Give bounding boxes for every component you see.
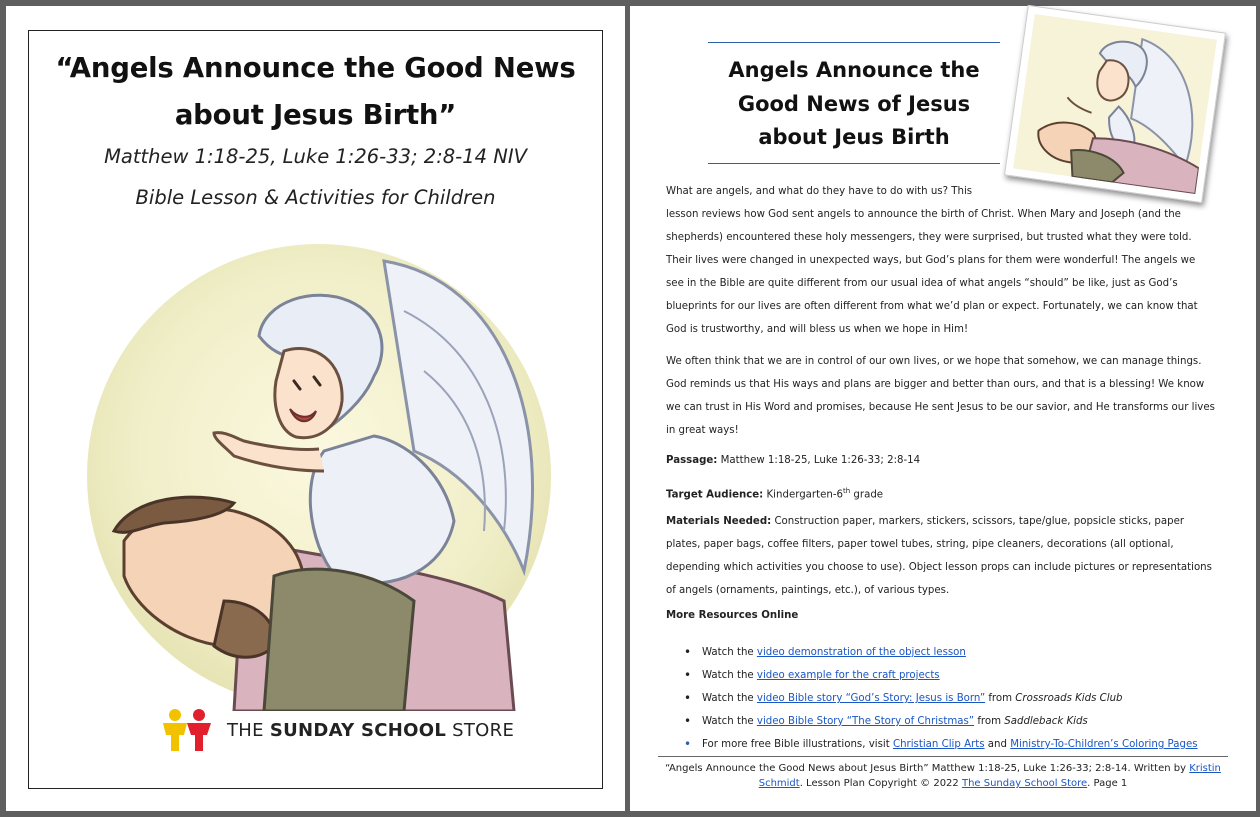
resource-pre: For more free Bible illustrations, visit [702, 739, 893, 750]
passage-label: Passage: [666, 455, 718, 466]
passage-value: Matthew 1:18-25, Luke 1:26-33; 2:8-14 [717, 455, 921, 466]
footer-text1: “Angels Announce the Good News about Jesus Birth” Matthew 1:18-25, Luke 1:26-33; 2:8-14. Written by [665, 763, 1190, 774]
sunday-school-store-logo [157, 707, 514, 753]
cover-page [6, 6, 625, 811]
cover-title-line2: about Jesus Birth” [174, 99, 457, 131]
lesson-title-line2: Good News of Jesus [737, 91, 971, 116]
resource-post: from [974, 716, 1005, 727]
christmas-story-video-link[interactable]: video Bible Story “The Story of Christmas” [756, 716, 975, 727]
logo-text-bold: SUNDAY SCHOOL [269, 719, 447, 741]
paragraph-control: We often think that we are in control of our own lives, or we hope that somehow, we can manage things. God reminds us that His ways and plans are bigger and better than ours, and that is a blessing! We know we can trust in His Word and promises, because He sent Jesus to be our savior, and He transforms our lives in great ways! [666, 356, 1215, 436]
lesson-title-line1: Angels Announce the [728, 58, 980, 82]
audience-tail: grade [850, 489, 884, 501]
footer-rule [658, 756, 1228, 757]
lesson-title [708, 54, 1000, 155]
intro-paragraph [666, 180, 1216, 341]
audience-value: Kindergarten-6 [763, 489, 843, 501]
footer-text2: . Lesson Plan Copyright © 2022 [799, 778, 962, 789]
christian-clip-arts-link[interactable]: Christian Clip Arts [892, 739, 985, 750]
resource-post: from [985, 693, 1016, 704]
logo-text-store: STORE [446, 719, 515, 741]
resources-heading: More Resources Online [666, 610, 799, 621]
intro-rest: lesson reviews how God sent angels to announce the birth of Christ. When Mary and Joseph (and the shepherds) encountered these holy messengers, they were surprised, but trusted what they were told. Their lives were changed in unexpected ways, but God’s plans for them were wonderful! The angels we see in the Bible are quite different from our usual idea of what angels “should” be like, just as God’s blueprints for our lives are often different from what we’d plan or expect. Fortunately, we can know that God is trustworthy, and will bless us when we hope in Him! [666, 209, 1198, 335]
intro-first-line: What are angels, and what do they have to do with us? This [666, 186, 973, 197]
passage-line [666, 449, 1216, 472]
page-footer [658, 761, 1228, 791]
resource-item-christmas-story [702, 710, 1232, 733]
resource-source: Crossroads Kids Club [1015, 693, 1123, 704]
resource-item-gods-story [702, 687, 1232, 710]
resource-pre: Watch the [702, 647, 757, 658]
title-top-rule [708, 42, 1000, 43]
cover-frame [28, 30, 603, 789]
materials-paragraph [666, 510, 1216, 602]
resource-source: Saddleback Kids [1004, 716, 1088, 727]
object-lesson-video-link[interactable]: video demonstration of the object lesson [756, 647, 966, 658]
lesson-title-line3: about Jeus Birth [758, 125, 950, 149]
lesson-page [630, 6, 1256, 811]
resource-item-object-lesson [702, 641, 1232, 664]
store-link[interactable]: The Sunday School Store [961, 778, 1088, 789]
logo-text-the: THE [227, 719, 270, 741]
audience-line [666, 480, 1216, 506]
resource-item-clip-arts [702, 733, 1232, 756]
logo-text [227, 720, 514, 741]
materials-value: Construction paper, markers, stickers, scissors, tape/glue, popsicle sticks, paper plates, paper bags, coffee filters, paper towel tubes, string, pipe cleaners, decorations (all optional, depending which activities you choose to use). Object lesson props can include pictures or representations of angels (ornaments, paintings, etc.), of various types. [666, 516, 1212, 596]
cover-passage: Matthew 1:18-25, Luke 1:26-33; 2:8-14 NIV [104, 145, 527, 168]
cover-subtitle: Bible Lesson & Activities for Children [135, 186, 496, 209]
angel-thumbnail-icon [1013, 14, 1217, 194]
title-bottom-rule [708, 163, 1000, 164]
audience-sup: th [843, 487, 851, 495]
resource-pre: Watch the [702, 716, 757, 727]
materials-label: Materials Needed: [666, 516, 772, 527]
resource-pre: Watch the [702, 670, 757, 681]
cover-title [29, 45, 602, 139]
angel-illustration-icon [84, 241, 554, 711]
two-children-figures-icon [157, 707, 219, 753]
resource-pre: Watch the [702, 693, 757, 704]
author-link[interactable]: Kristin Schmidt [758, 763, 1221, 789]
footer-text3: . Page 1 [1087, 778, 1128, 789]
audience-label: Target Audience: [666, 489, 764, 501]
craft-video-link[interactable]: video example for the craft projects [756, 670, 940, 681]
gods-story-video-link[interactable]: video Bible story “God’s Story: Jesus is Born” [756, 693, 986, 704]
lesson-photo [1004, 5, 1226, 203]
cover-title-line1: “Angels Announce the Good News [55, 52, 576, 84]
resources-list [702, 641, 1232, 756]
resource-mid: and [984, 739, 1011, 750]
coloring-pages-link[interactable]: Ministry-To-Children’s Coloring Pages [1010, 739, 1198, 750]
resource-item-craft [702, 664, 1232, 687]
